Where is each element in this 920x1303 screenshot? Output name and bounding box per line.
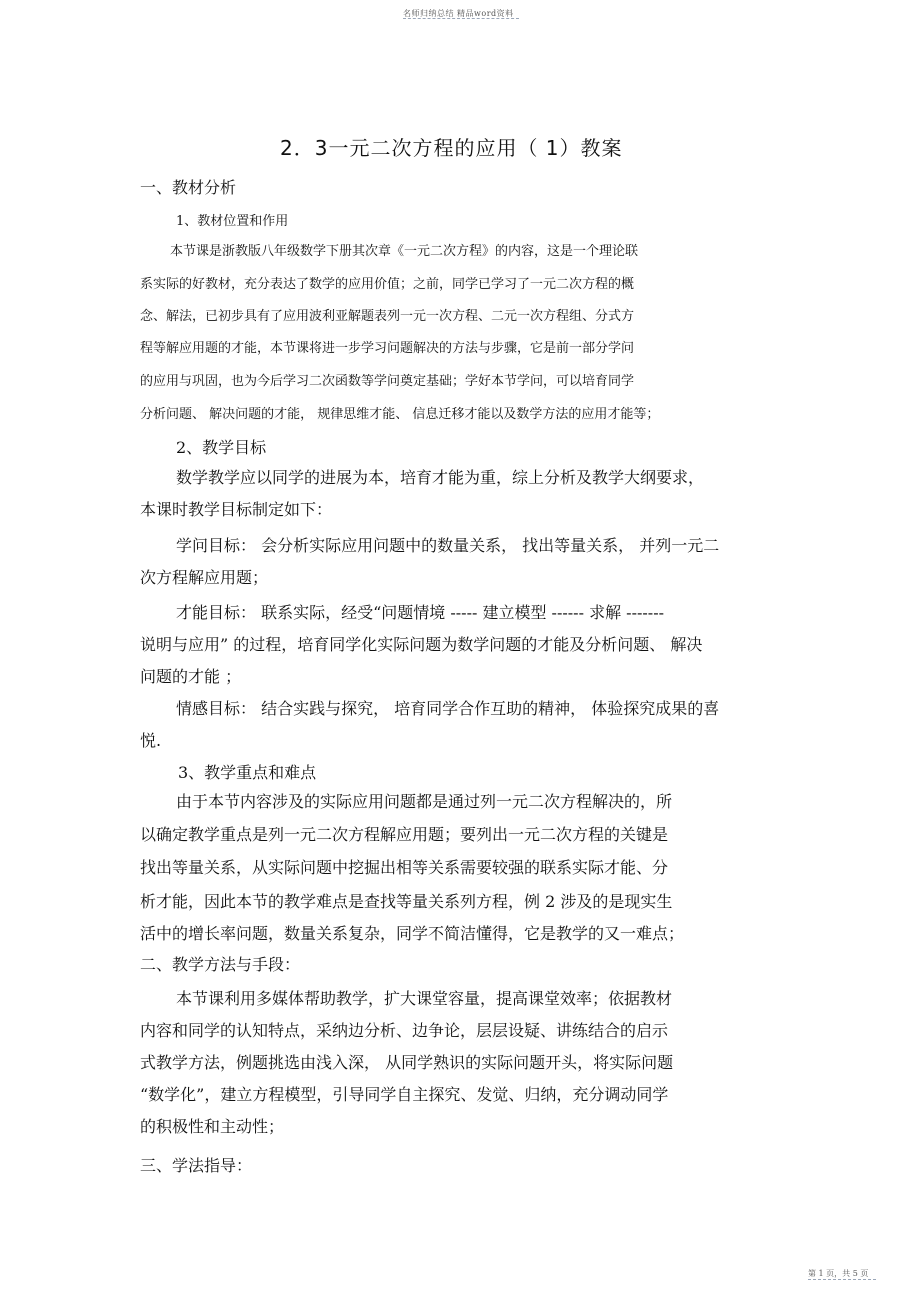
paragraph-line: “数学化”，建立方程模型，引导同学自主探究、发觉、归纳，充分调动同学 (140, 1085, 669, 1104)
page-header: 名师归纳总结 精品word资料 (403, 9, 514, 18)
paragraph-line: 的积极性和主动性； (140, 1117, 285, 1136)
paragraph-line: 情感目标： 结合实践与探究， 培育同学合作互助的精神， 体验探究成果的喜 (176, 699, 720, 718)
section-heading-3: 三、学法指导： (140, 1156, 253, 1175)
footer-divider (808, 1279, 876, 1280)
section-heading-1: 一、教材分析 (140, 178, 237, 197)
paragraph-line: 以确定教学重点是列一元二次方程解应用题；要列出一元二次方程的关键是 (140, 825, 669, 844)
paragraph-line: 本课时教学目标制定如下： (140, 500, 333, 519)
paragraph-line: 析才能，因此本节的教学难点是查找等量关系列方程，例 2 涉及的是现实生 (140, 892, 673, 911)
paragraph-line: 次方程解应用题； (140, 568, 269, 587)
paragraph-line: 内容和同学的认知特点，采纳边分析、边争论，层层设疑、讲练结合的启示 (140, 1021, 669, 1040)
paragraph-line: 活中的增长率问题，数量关系复杂，同学不简洁懂得，它是教学的又一难点； (140, 924, 685, 943)
subsection-heading-1-3: 3、教学重点和难点 (178, 763, 317, 782)
paragraph-line: 的应用与巩固，也为今后学习二次函数等学问奠定基础；学好本节学问，可以培育同学 (140, 374, 635, 389)
paragraph-line: 找出等量关系，从实际问题中挖掘出相等关系需要较强的联系实际才能、分 (140, 858, 669, 877)
page-number: 第 1 页，共 5 页 (808, 1269, 869, 1278)
paragraph-line: 式教学方法，例题挑选由浅入深， 从同学熟识的实际问题开头，将实际问题 (140, 1053, 674, 1072)
paragraph-line: 学问目标： 会分析实际应用问题中的数量关系， 找出等量关系， 并列一元二 (176, 536, 720, 555)
paragraph-line: 本节课利用多媒体帮助教学，扩大课堂容量，提高课堂效率；依据教材 (176, 989, 673, 1008)
paragraph-line: 说明与应用” 的过程，培育同学化实际问题为数学问题的才能及分析问题、 解决 (140, 635, 703, 654)
subsection-heading-1-1: 1、教材位置和作用 (176, 214, 289, 229)
paragraph-line: 系实际的好教材，充分表达了数学的应用价值；之前，同学已学习了一元二次方程的概 (140, 277, 635, 292)
paragraph-line: 本节课是浙教版八年级数学下册其次章《一元二次方程》的内容，这是一个理论联 (170, 244, 639, 259)
paragraph-line: 分析问题、 解决问题的才能， 规律思维才能、 信息迁移才能以及数学方法的应用才能等； (140, 407, 660, 422)
paragraph-line: 程等解应用题的才能，本节课将进一步学习问题解决的方法与步骤，它是前一部分学问 (140, 341, 635, 356)
paragraph-line: 才能目标： 联系实际，经受“问题情境 ----- 建立模型 ------ 求解 ------- (176, 603, 665, 622)
paragraph-line: 数学教学应以同学的进展为本，培育才能为重，综上分析及教学大纲要求， (176, 468, 705, 487)
section-heading-2: 二、教学方法与手段： (140, 955, 301, 974)
header-divider (403, 18, 519, 19)
subsection-heading-1-2: 2、教学目标 (176, 438, 267, 457)
paragraph-line: 悦. (140, 731, 162, 750)
paragraph-line: 问题的才能 ； (140, 667, 242, 686)
paragraph-line: 由于本节内容涉及的实际应用问题都是通过列一元二次方程解决的，所 (176, 792, 673, 811)
paragraph-line: 念、解法，已初步具有了应用波利亚解题表列一元一次方程、二元一次方程组、分式方 (140, 309, 635, 324)
page-title: 2．3一元二次方程的应用（ 1）教案 (280, 136, 623, 160)
